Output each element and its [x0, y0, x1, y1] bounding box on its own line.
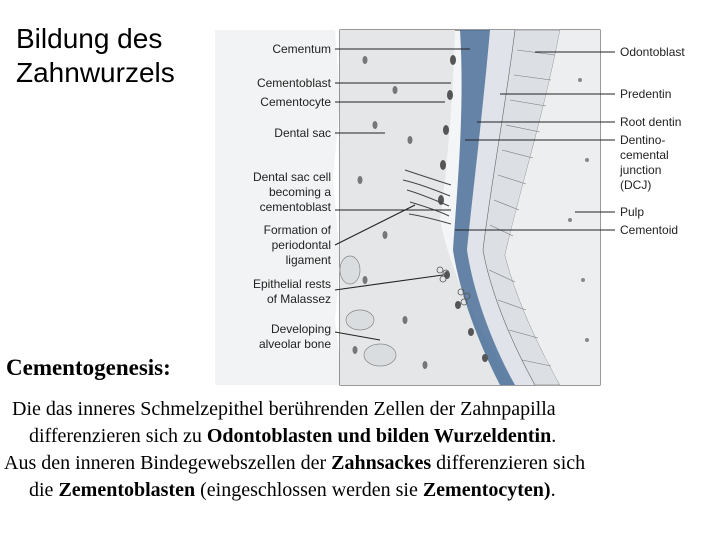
right-label-0: [620, 45, 685, 59]
right-label-3-line-3: (DCJ): [620, 178, 652, 192]
p2-text-f: (eingeschlossen werden sie: [195, 479, 423, 501]
left-label-0-line-0: Cementum: [272, 42, 331, 56]
left-label-4-line-1: becoming a: [268, 185, 331, 199]
p2-text-g-bold: Zementocyten): [422, 479, 551, 501]
title-line-2: Zahnwurzels: [16, 57, 175, 88]
left-label-7-line-1: alveolar bone: [258, 337, 331, 351]
right-label-1-line-0: Predentin: [620, 87, 672, 101]
paragraph-1-line-2: [4, 423, 716, 450]
left-label-2: [260, 95, 331, 109]
left-label-3: [274, 126, 331, 140]
p2-text-a: Aus den inneren Bindegewebszellen der: [4, 452, 332, 474]
p2-text-c: differenzieren sich: [431, 452, 586, 474]
title-line-1: Bildung des: [16, 23, 163, 54]
right-label-3-line-2: junction: [620, 163, 662, 177]
right-label-1: [620, 87, 671, 101]
left-label-1-line-0: Cementoblast: [256, 76, 331, 90]
left-label-7-line-0: Developing: [270, 322, 331, 336]
right-label-3-line-1: cemental: [620, 148, 669, 162]
left-label-4-line-2: cementoblast: [259, 200, 331, 214]
left-label-5-line-1: periodontal: [271, 238, 331, 252]
left-label-5-line-2: ligament: [285, 253, 331, 267]
right-label-2-line-0: Root dentin: [620, 115, 682, 129]
left-label-6-line-0: Epithelial rests: [252, 277, 331, 291]
right-label-2: [620, 115, 681, 129]
left-label-0: [272, 42, 331, 56]
right-label-3-line-0: Dentino-: [620, 133, 666, 147]
left-label-6-line-1: of Malassez: [266, 292, 331, 306]
left-label-2-line-0: Cementocyte: [260, 95, 331, 109]
right-label-5-line-0: Cementoid: [620, 223, 679, 237]
slide-title: [16, 22, 216, 90]
p1-text-b: differenzieren sich zu: [29, 425, 207, 447]
right-label-5: [620, 223, 678, 237]
explanation-text: [4, 396, 716, 504]
left-label-1: [257, 76, 332, 90]
p1-text-d: .: [551, 425, 557, 447]
cementogenesis-diagram: [215, 20, 720, 390]
p2-text-b-bold: Zahnsackes: [331, 452, 432, 474]
paragraph-2-line-2: [4, 477, 716, 504]
p1-text-c-bold: Odontoblasten und bilden Wurzeldentin: [206, 425, 552, 447]
right-label-0-line-0: Odontoblast: [620, 45, 685, 59]
left-label-3-line-0: Dental sac: [274, 126, 331, 140]
p2-text-d: die: [29, 479, 59, 501]
p1-text-a: Die das inneres Schmelzepithel berührenden Zellen der Zahnpapilla: [12, 398, 556, 420]
p2-text-h: .: [550, 479, 556, 501]
paragraph-1-line-1: [4, 396, 716, 423]
left-label-5-line-0: Formation of: [263, 223, 331, 237]
section-heading: Cementogenesis:: [6, 355, 171, 380]
right-label-4-line-0: Pulp: [620, 205, 645, 219]
paragraph-2-line-1: [4, 450, 716, 477]
left-label-4-line-0: Dental sac cell: [252, 170, 331, 184]
right-label-4: [620, 205, 644, 219]
p2-text-e-bold: Zementoblasten: [58, 479, 196, 501]
